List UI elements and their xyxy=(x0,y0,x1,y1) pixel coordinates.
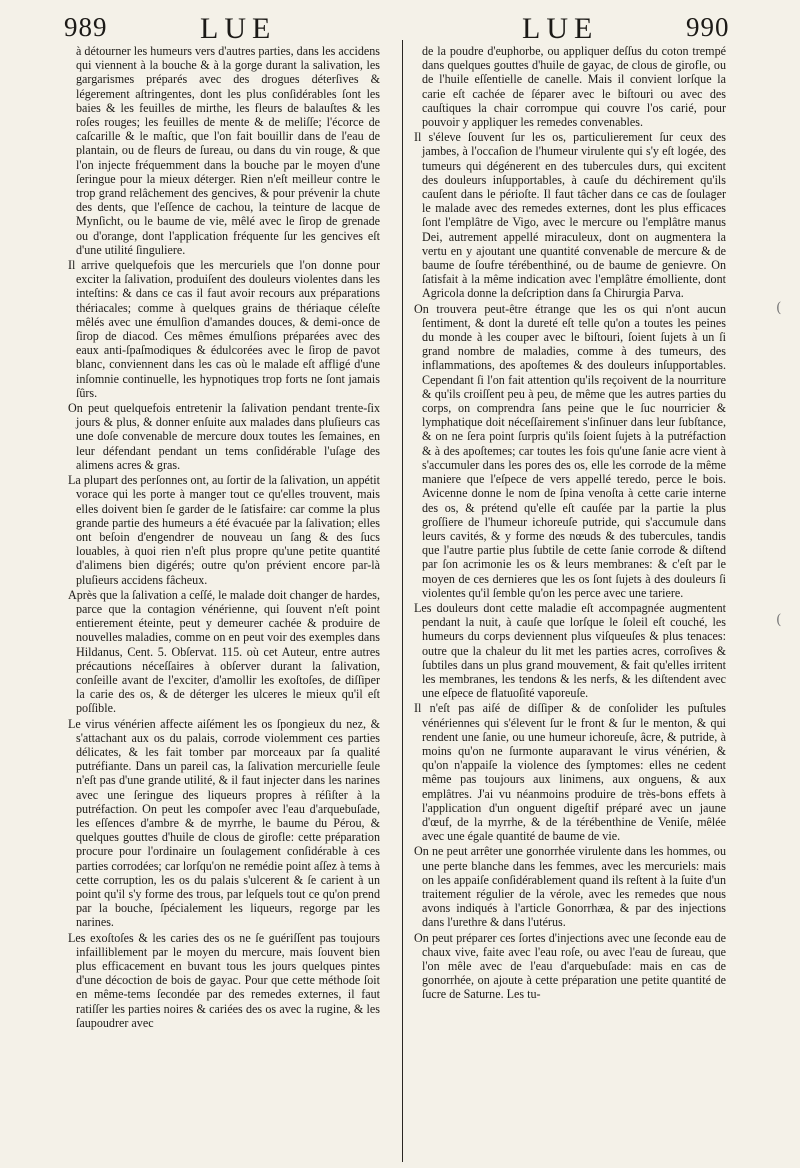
paragraph: Les exoſtoſes & les caries des os ne ſe guériſſent pas toujours infailliblement par le moyen du mercure, mais ſouvent bien plus efficacement en buvant tous les jours quelques pintes d'une décoction de bois de gayac. Pour que cette méthode ſoit en même-tems ſecondée par des remedes externes, il faut ratiſſer les parties noires & cariées des os avec la rugine, & les ſaupoudrer avec xyxy=(68,930,380,1030)
paragraph: On trouvera peut-être étrange que les os qui n'ont aucun ſentiment, & dont la dureté eſt telle qu'on a toutes les peines du monde à les couper avec le biſtouri, ſoient ſujets à un ſi grand nombre de maladies, comme à des tumeurs, des inflammations, des apoſtemes & des douleurs inſupportables. Cependant ſi l'on fait attention qu'ils reçoivent de la nourriture & qu'ils croiſſent peu à peu, de même que les autres parties du corps, on comprendra ſans peine que le ſuc nourricier & lymphatique doit néceſſairement s'inſinuer dans leur ſubſtance, & on ne ſera point ſurpris qu'ils ſoient ſujets à la putréfaction & à des apoſtemes; car toutes les fois qu'une ſanie acre vient à s'accumuler dans les pores des os, elle les corrode de la même maniere que l'eſpece de vers appellé teredo, perce le bois. Avicenne donne le nom de ſpina venoſta à cette carie interne des os, & prétend qu'elle eſt cauſée par la partie la plus groſſiere de l'humeur ichoreuſe putride, qui s'accumule dans leurs cavités, & y forme des nœuds & des tubercules, tandis que l'autre partie plus ſubtile de cette ſanie corrode & diſtend par ſon acrimonie les os & leurs membranes: & c'eſt par le moyen de ces dernieres que les os ſont ſujets à des douleurs ſi violentes qu'il ſemble qu'on les perce avec une tariere. xyxy=(414,301,726,600)
page-number-right: 990 xyxy=(686,12,730,42)
paragraph: Il arrive quelquefois que les mercuriels que l'on donne pour exciter la ſalivation, produiſent des douleurs violentes dans les inteſtins: & dans ce cas il faut avoir recours aux préparations thériacales; comme à quelques grains de thériaque céleſte mêlés avec une émulſion d'amandes douces, & demi-once de ſirop de diacod. Ces mêmes émulſions préparées avec des eaux anti-ſpaſmodiques & édulcorées avec le ſirop de pavot blanc, conviennent dans les cas où le malade eſt affligé d'une inſomnie continuelle, les hypnotiques trop forts ne ſont jamais ſûrs. xyxy=(68,258,380,400)
page-number-left: 989 xyxy=(64,12,108,42)
paragraph: Après que la ſalivation a ceſſé, le malade doit changer de hardes, parce que la contagion vénérienne, qui ſouvent n'eſt point entierement éteinte, peut y demeurer cachée & produire de nouvelles maladies, comme on en peut voir des exemples dans Hildanus, Cent. 5. Obſervat. 115. où cet Auteur, entre autres précautions néceſſaires à obſerver durant la ſalivation, conſeille avant de l'exciter, d'amollir les exoſtoſes, de diſſiper la carie des os, & de déterger les ulceres le mieux qu'il eſt poſſible. xyxy=(68,587,380,716)
paragraph: Il n'eſt pas aiſé de diſſiper & de conſolider les puſtules vénériennes qui s'élevent ſur le front & ſur le menton, & qui rendent une ſanie, ou une humeur ichoreuſe, âcre, & putride, à moins qu'on ne ſurmonte auparavant le virus vénérien, & qu'on n'appaiſe la violence des ſymptomes: elles ne cedent même pas toujours aux linimens, aux onguens, & aux emplâtres. J'ai vu néanmoins produire de très-bons effets à l'application d'un onguent digeſtif préparé avec un jaune d'œuf, de la myrrhe, & de la térébenthine de Veniſe, mêlée avec une égale quantité de baume de vie. xyxy=(414,701,726,844)
paragraph: On ne peut arrêter une gonorrhée virulente dans les hommes, ou une perte blanche dans les femmes, avec les mercuriels: mais on les appaiſe conſidérablement quand ils reſtent à la ſuite d'un traitement régulier de la vérole, avec les remedes que nous avons indiqués à l'article Gonorrhæa, & par des injections dans l'urethre & dans l'utérus. xyxy=(414,844,726,930)
paragraph: La plupart des perſonnes ont, au ſortir de la ſalivation, un appétit vorace qui les porte à manger tout ce qu'elles trouvent, mais elles doivent bien ſe garder de le ſatisfaire: car comme la plus grande partie des humeurs a été évacuée par la ſalivation; elles ont beſoin d'engendrer de nouveau un ſang & des ſucs louables, à quoi rien n'eſt plus propre qu'une petite quantité d'alimens bien digérés; outre qu'on prévient encore par-là pluſieurs accidens fâcheux. xyxy=(68,473,380,587)
column-divider xyxy=(402,40,403,1162)
right-column xyxy=(414,44,726,1003)
paragraph: Le virus vénérien affecte aiſément les os ſpongieux du nez, & s'attachant aux os du palais, corrode violemment ces parties délicates, & les fait tomber par morceaux par ſa qualité putréfiante. Dans un pareil cas, la ſalivation mercurielle ſeule n'eſt pas d'une grande utilité, & il faut injecter dans les narines avec une ſeringue des liqueurs propres à réſiſter à la putréfaction. On peut les compoſer avec l'eau d'arquebuſade, les eſſences d'ambre & de myrrhe, le baume du Pérou, & quelques gouttes d'huile de clous de girofle: cette préparation procure pour l'ordinaire un ſoulagement conſidérable à ces parties corrodées; car lorſqu'on ne remédie point aſſez à tems à cette corruption, les os du palais s'ulcerent & ſe carient à un point qu'il s'y forme des trous, par leſquels tout ce qu'on prend par la bouche, ſpécialement les liqueurs, regorge par les narines. xyxy=(68,716,380,930)
paragraph: On peut quelquefois entretenir la ſalivation pendant trente-ſix jours & plus, & donner enſuite aux malades dans pluſieurs cas une doſe convenable de mercure doux toutes les ſemaines, en leur défendant pendant un tems conſidérable l'uſage des alimens acres & gras. xyxy=(68,401,380,472)
paragraph: Il s'éleve ſouvent ſur les os, particulierement ſur ceux des jambes, à l'occaſion de l'humeur virulente qui s'y eſt logée, des tumeurs qui dégénerent en des tubercules durs, qui excitent des douleurs inſupportables, à cauſe du déchirement qu'ils cauſent dans le périoſte. Il faut tâcher dans ce cas de ſoulager le malade avec des remedes externes, dont les plus efficaces ſont l'emplâtre de Vigo, avec le mercure ou l'emplâtre manus Dei, autrement appellé miraculeux, dont on augmentera la vertu en y ajoutant une quantité convenable de mercure & de baume de ſoufre térébenthiné, ou de baume de genievre. On ſatisfait à la même indication avec l'emplâtre émolliente, dont Agricola donne la deſcription dans ſa Chirurgia Parva. xyxy=(414,130,726,301)
left-column xyxy=(68,44,380,1031)
margin-mark: ( xyxy=(776,300,782,316)
paragraph: à détourner les humeurs vers d'autres parties, dans les accidens qui viennent à la bouche & à la gorge durant la salivation, les gargarismes préparés avec des drogues déterſives & légerement aſtringentes, dont les plus conſidérables ſont les baies & les feuilles de mirthe, les fleurs de balauſtes & les roſes rouges; les feuilles de mente & de meliſſe; l'écorce de caſcarille & le maſtic, que l'on fait bouillir dans de l'eau de plantain, ou de fleurs de ſureau, ou dans du vin rouge, & que l'on injecte fréquemment dans la bouche par le moyen d'une ſeringue pour la mieux déterger. Rien n'eſt meilleur contre le trop grand relâchement des gencives, & pour prévenir la chute des dents, que l'eſſence de cachou, la teinture de lacque de Mynſicht, ou le baume de vie, mêlé avec le ſirop de grenade ou d'orange, dont l'application fréquente ſur les gencives eſt d'une utilité ſinguliere. xyxy=(76,44,380,257)
running-head-left: LUE xyxy=(200,12,277,45)
paragraph: On peut préparer ces ſortes d'injections avec une ſeconde eau de chaux vive, faite avec l'eau roſe, ou avec l'eau de ſureau, que l'on mêle avec de l'eau d'arquebuſade: mais en cas de gonorrhée, on ajoute à cette préparation une petite quantité de ſucre de Saturne. Les tu- xyxy=(414,930,726,1002)
paragraph: Les douleurs dont cette maladie eſt accompagnée augmentent pendant la nuit, à cauſe que lorſque le ſoleil eſt couché, les humeurs du corps deviennent plus viſqueuſes & plus tenaces: outre que la chaleur du lit met les parties acres, corroſives & ſubtiles dans un plus grand mouvement, & fait qu'elles irritent les membranes, les tendons & les nerfs, & les diſtendent avec une eſpece de flatuoſité vaporeuſe. xyxy=(414,600,726,701)
paragraph: de la poudre d'euphorbe, ou appliquer deſſus du coton trempé dans quelques gouttes d'huile de gayac, de clous de girofle, ou de l'huile eſſentielle de canelle. Mais il convient lorſque la carie eſt cachée de ſéparer avec le biſtouri ou avec des cauſtiques la chair corrompue qui couvre l'os carié, pour pouvoir y appliquer les remedes convenables. xyxy=(422,44,726,130)
running-head-right: LUE xyxy=(522,12,599,45)
margin-mark: ( xyxy=(776,612,782,628)
